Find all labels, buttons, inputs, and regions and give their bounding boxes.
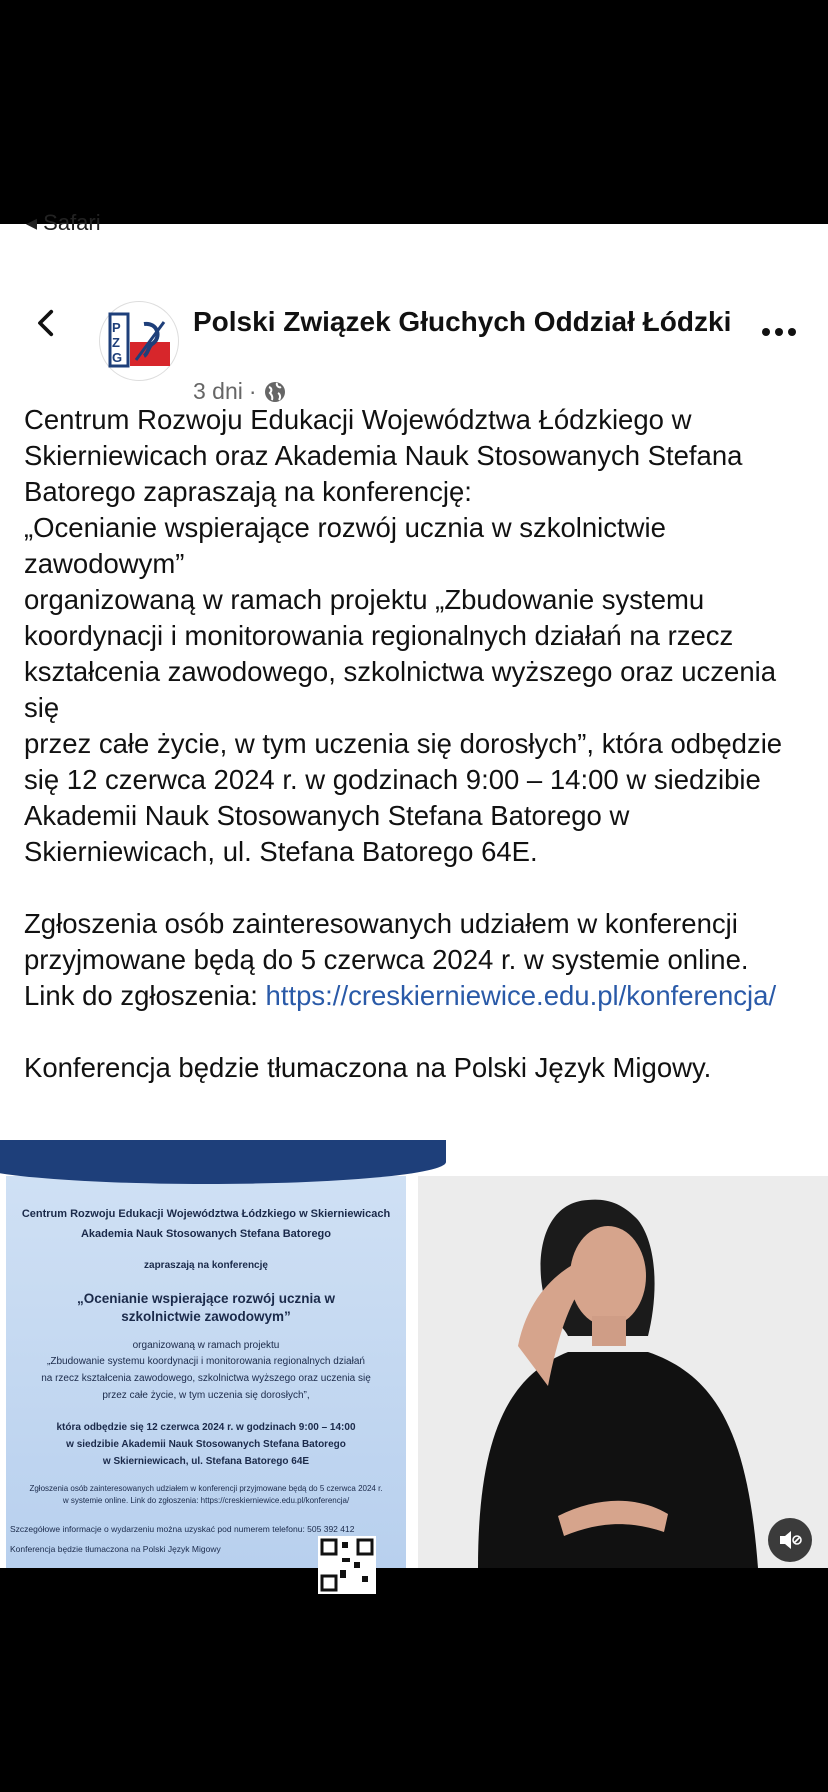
poster-line: organizowaną w ramach projektu	[132, 1340, 280, 1351]
post-media	[0, 1176, 828, 1568]
poster-line: „Zbudowanie systemu koordynacji i monitorowania regionalnych działań	[47, 1356, 365, 1367]
poster-line: w siedzibie Akademii Nauk Stosowanych Stefana Batorego	[66, 1439, 346, 1450]
poster-line: która odbędzie się 12 czerwca 2024 r. w godzinach 9:00 – 14:00	[56, 1422, 356, 1433]
poster-line: Zgłoszenia osób zainteresowanych udziałem w konferencji przyjmowane będą do 5 czerwca 2024 r.	[29, 1484, 383, 1493]
page-avatar[interactable]	[99, 301, 179, 381]
more-options-icon[interactable]	[762, 328, 796, 336]
speaker-muted-icon	[777, 1527, 803, 1553]
post-body-main: Centrum Rozwoju Edukacji Województwa Łódzkiego w Skierniewicach oraz Akademia Nauk Stosowanych Stefana Batorego zapraszają na konferencję: „Ocenianie wspierające rozwój ucznia w szkolnictwie zawodowym” organizowaną w ramach projektu „Zbudowanie systemu koordynacji i monitorowania regionalnych działań na rzecz kształcenia zawodowego, szkolnictwa wyższego oraz uczenia się przez całe życie, w tym uczenia się dorosłych”, która odbędzie się 12 czerwca 2024 r. w godzinach 9:00 – 14:00 w siedzibie Akademii Nauk Stosowanych Stefana Batorego w Skierniewicach, ul. Stefana Batorego 64E. Zgłoszenia osób zainteresowanych udziałem w konferencji przyjmowane będą do 5 czerwca 2024 r. w systemie online. Link do zgłoszenia:	[24, 404, 783, 1011]
conference-poster-image[interactable]	[6, 1176, 406, 1568]
more-dot	[775, 328, 783, 336]
poster-line: przez całe życie, w tym uczenia się dorosłych”,	[102, 1390, 310, 1401]
poster-line: Szczegółowe informacje o wydarzeniu można uzyskać pod numerem telefonu: 505 392 412	[10, 1524, 355, 1534]
pzg-logo-icon	[100, 302, 178, 380]
post-meta	[193, 378, 287, 405]
post-body-end: Konferencja będzie tłumaczona na Polski Język Migowy.	[24, 1052, 712, 1083]
poster-line: Centrum Rozwoju Edukacji Województwa Łódzkiego w Skierniewicach	[21, 1208, 391, 1220]
more-dot	[762, 328, 770, 336]
svg-text:Z: Z	[112, 335, 120, 350]
post-body	[24, 402, 814, 1086]
poster-line: na rzecz kształcenia zawodowego, szkolnictwa wyższego oraz uczenia się	[41, 1373, 371, 1384]
post-header	[0, 260, 828, 404]
qr-code-icon	[318, 1536, 376, 1594]
poster-line: Konferencja będzie tłumaczona na Polski Język Migowy	[10, 1544, 221, 1554]
mute-toggle-button[interactable]	[768, 1518, 812, 1562]
sign-language-video[interactable]	[418, 1176, 828, 1568]
facebook-post-screen	[0, 210, 828, 1568]
svg-text:G: G	[112, 350, 123, 365]
poster-title: „Ocenianie wspierające rozwój ucznia w szkolnictwie zawodowym”	[76, 1291, 336, 1324]
back-chevron-icon[interactable]	[30, 306, 64, 340]
svg-text:P: P	[112, 320, 121, 335]
poster-line: zapraszają na konferencję	[144, 1260, 268, 1271]
globe-icon	[263, 380, 287, 404]
interpreter-figure	[418, 1176, 828, 1568]
poster-line: Akademia Nauk Stosowanych Stefana Batorego	[80, 1228, 331, 1240]
safari-back-link[interactable]: ◂ Safari	[26, 210, 101, 235]
poster-header-arc	[0, 1140, 446, 1184]
meta-separator: ·	[248, 378, 257, 404]
page-name[interactable]: Polski Związek Głuchych Oddział Łódzki	[193, 306, 732, 337]
more-dot	[788, 328, 796, 336]
registration-link[interactable]: https://creskierniewice.edu.pl/konferencja/	[265, 980, 777, 1011]
poster-line: w systemie online. Link do zgłoszenia: https://creskierniewice.edu.pl/konferencja/	[62, 1496, 350, 1505]
post-time[interactable]: 3 dni	[193, 378, 243, 404]
poster-line: w Skierniewicach, ul. Stefana Batorego 64E	[102, 1456, 310, 1467]
